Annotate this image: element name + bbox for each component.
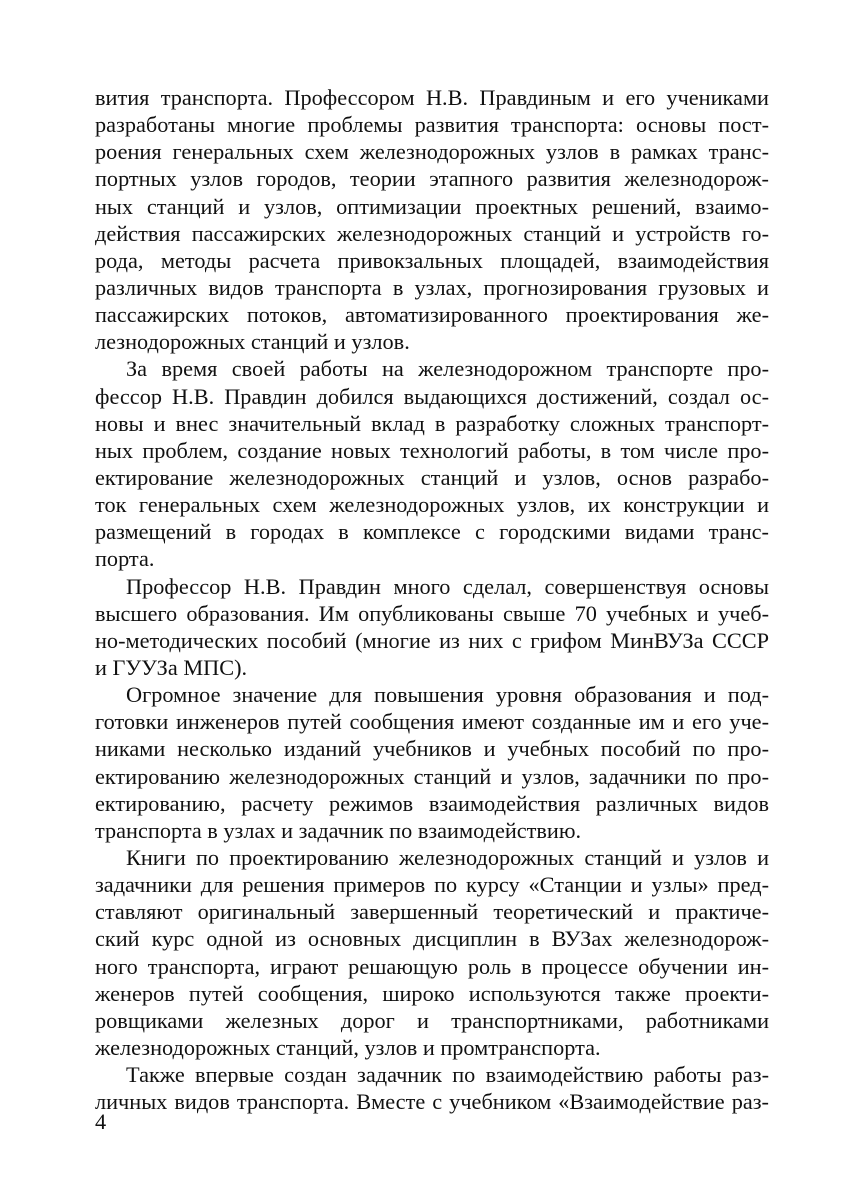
text-line: пассажирских потоков, автоматизированного проектирования же- [95,302,769,328]
text-line: ного транспорта, играют решающую роль в процессе обучении ин- [95,953,769,979]
text-line: но-методических пособий (многие из них с грифом МинВУЗа СССР [95,627,769,653]
text-line: ставляют оригинальный завершенный теоретический и практиче- [95,899,769,925]
text-line: ектированию железнодорожных станций и узлов, задачники по про- [95,763,769,789]
text-line: ровщиками железных дорог и транспортниками, работниками [95,1007,769,1033]
text-line: За время своей работы на железнодорожном транспорте про- [126,356,769,382]
text-line: никами несколько изданий учебников и учебных пособий по про- [95,736,769,762]
text-line: лезнодорожных станций и узлов. [95,329,410,355]
text-line: разработаны многие проблемы развития транспорта: основы пост- [95,112,769,138]
text-line: ский курс одной из основных дисциплин в ВУЗах железнодорож- [95,926,769,952]
text-line: рода, методы расчета привокзальных площадей, взаимодействия [95,247,769,273]
text-line: личных видов транспорта. Вместе с учебником «Взаимодействие раз- [95,1089,769,1115]
text-line: Огромное значение для повышения уровня образования и под- [126,682,769,708]
text-line: готовки инженеров путей сообщения имеют созданные им и его уче- [95,709,769,735]
text-line: порта. [95,546,155,572]
paragraph [95,681,769,844]
paragraph [95,573,769,682]
text-line: различных видов транспорта в узлах, прогнозирования грузовых и [95,274,769,300]
body-text [95,84,769,1115]
text-line: задачники для решения примеров по курсу «Станции и узлы» пред- [95,872,769,898]
paragraph [95,84,769,355]
text-line: ток генеральных схем железнодорожных узлов, их конструкции и [95,492,769,518]
text-line: железнодорожных станций, узлов и промтранспорта. [95,1034,601,1060]
text-line: ектированию, расчету режимов взаимодействия различных видов [95,790,769,816]
text-line: транспорта в узлах и задачник по взаимодействию. [95,817,582,843]
text-line: новы и внес значительный вклад в разработку сложных транспорт- [95,410,769,436]
page-number: 4 [95,1109,107,1134]
text-line: высшего образования. Им опубликованы свыше 70 учебных и учеб- [95,600,769,626]
text-line: размещений в городах в комплексе с городскими видами транс- [95,519,769,545]
text-line: роения генеральных схем железнодорожных узлов в рамках транс- [95,139,769,165]
text-line: портных узлов городов, теории этапного развития железнодорож- [95,166,769,192]
text-line: фессор Н.В. Правдин добился выдающихся достижений, создал ос- [95,383,769,409]
text-line: женеров путей сообщения, широко используются также проекти- [95,980,769,1006]
text-line: вития транспорта. Профессором Н.В. Правдиным и его учениками [95,85,769,110]
text-line: ектирование железнодорожных станций и узлов, основ разрабо- [95,464,769,490]
text-line: ных проблем, создание новых технологий работы, в том числе про- [95,437,769,463]
text-line: и ГУУЗа МПС). [95,654,248,680]
paragraph [95,355,769,572]
text-line: Также впервые создан задачник по взаимодействию работы раз- [126,1062,769,1088]
paragraph [95,844,769,1061]
text-line: действия пассажирских железнодорожных станций и устройств го- [95,220,769,246]
text-line: ных станций и узлов, оптимизации проектных решений, взаимо- [95,193,769,219]
text-line: Книги по проектированию железнодорожных станций и узлов и [126,844,769,870]
text-line: Профессор Н.В. Правдин много сделал, совершенствуя основы [126,573,769,599]
paragraph [95,1061,769,1115]
